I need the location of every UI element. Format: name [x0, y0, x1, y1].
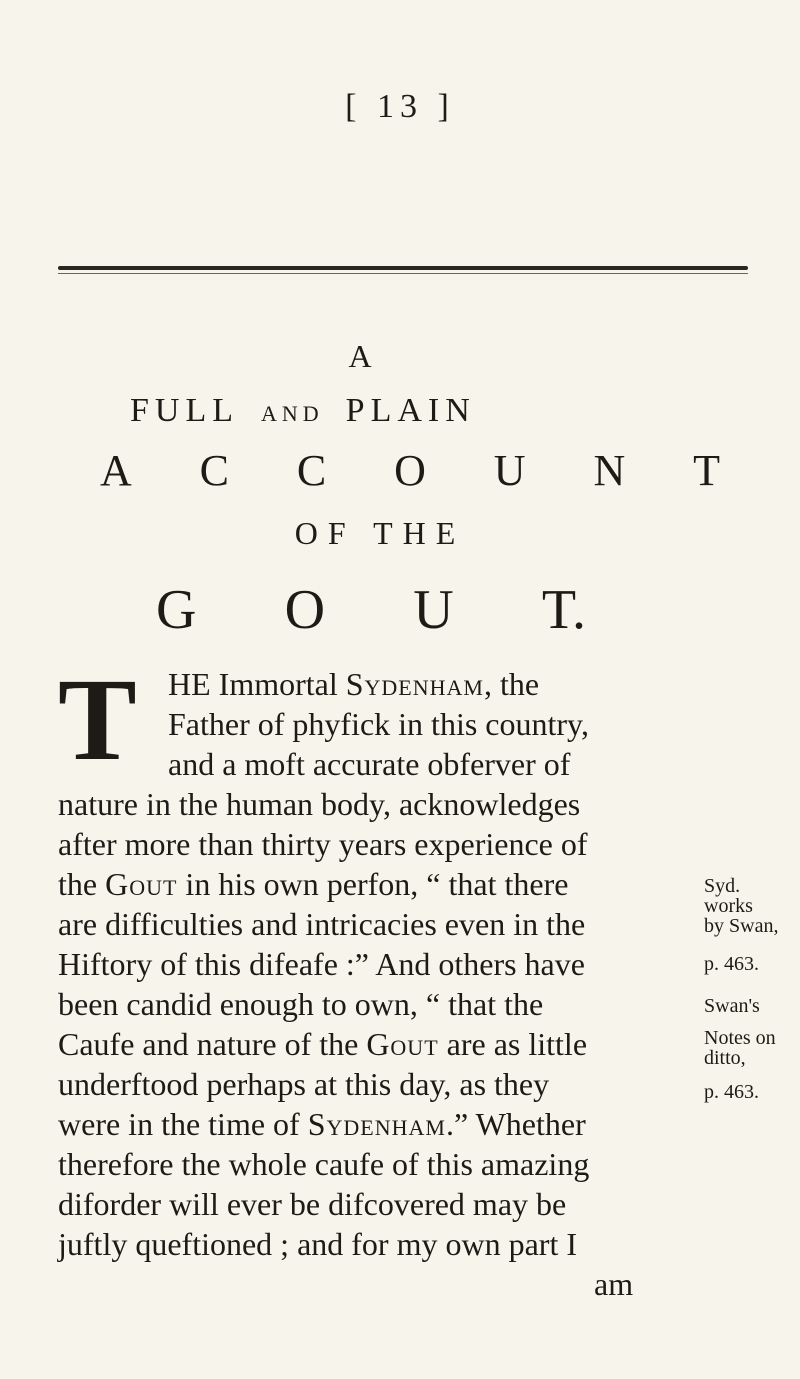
title-gout	[156, 578, 586, 642]
title-account-letter: C	[199, 446, 230, 495]
text-span: the	[58, 866, 106, 902]
text-line	[58, 1024, 587, 1064]
text-span: are as little	[438, 1026, 588, 1062]
text-line: after more than thirty years experience of	[58, 826, 588, 862]
margin-note-line: Syd.	[704, 875, 741, 897]
title-account	[100, 445, 720, 496]
header-rule-thin	[58, 273, 748, 274]
text-span: HE Immortal	[168, 666, 346, 702]
page-number: [ 13 ]	[345, 88, 455, 125]
text-line: nature in the human body, acknowledges	[58, 786, 581, 822]
margin-note-line: by Swan,	[704, 915, 779, 937]
title-account-letter: N	[593, 446, 626, 495]
drop-cap: T	[58, 654, 137, 785]
header-rule	[58, 266, 748, 270]
margin-note-line: p. 463.	[704, 1081, 759, 1103]
title-article: A	[348, 338, 372, 374]
margin-note-line: Swan's	[704, 995, 760, 1017]
text-line: underftood perhaps at this day, as they	[58, 1066, 550, 1102]
title-gout-letter: U	[413, 579, 454, 641]
title-plain: PLAIN	[345, 392, 476, 429]
text-line	[58, 1104, 586, 1144]
text-line: Hiftory of this difeafe :” And others have	[58, 946, 585, 982]
name-sydenham: Sydenham	[345, 666, 484, 702]
text-line	[168, 664, 539, 704]
title-account-letter: C	[296, 446, 327, 495]
text-span: in his own perfon, “ that there	[177, 866, 569, 902]
text-line: are difficulties and intricacies even in the	[58, 906, 586, 942]
term-gout: Gout	[366, 1026, 439, 1062]
margin-note-swan	[704, 996, 776, 1102]
text-span: Caufe and nature of the	[58, 1026, 367, 1062]
title-gout-letter: O	[284, 579, 326, 641]
text-line: therefore the whole caufe of this amazing	[58, 1146, 590, 1182]
margin-note-line: Notes on	[704, 1027, 776, 1049]
title-account-letter: U	[493, 446, 526, 495]
text-span: were in the time of	[58, 1106, 308, 1142]
title-full: FULL	[130, 392, 239, 429]
text-line: Father of phyfick in this country,	[168, 706, 589, 742]
margin-note-syd	[704, 876, 778, 974]
term-gout: Gout	[105, 866, 178, 902]
title-full-and-plain	[130, 392, 630, 430]
title-gout-letter: T.	[541, 579, 586, 641]
text-line	[58, 864, 568, 904]
title-account-letter: T	[693, 446, 720, 495]
text-line: juftly queftioned ; and for my own part I	[58, 1226, 577, 1262]
margin-note-line: p. 463.	[704, 953, 759, 975]
title-gout-letter: G	[156, 579, 197, 641]
text-span: , the	[483, 666, 540, 702]
title-and: AND	[261, 401, 324, 426]
margin-note-line: works	[704, 895, 753, 917]
text-line: and a moft accurate obferver of	[168, 746, 571, 782]
text-line: been candid enough to own, “ that the	[58, 986, 544, 1022]
name-sydenham: Sydenham	[307, 1106, 446, 1142]
title-of-the: OF THE	[294, 515, 466, 551]
text-line: diforder will ever be difcovered may be	[58, 1186, 567, 1222]
title-account-letter: O	[394, 446, 426, 495]
title-account-letter: A	[100, 446, 132, 495]
catchword: am	[594, 1266, 634, 1302]
margin-note-line: ditto,	[704, 1047, 746, 1069]
text-span: .” Whether	[445, 1106, 586, 1142]
